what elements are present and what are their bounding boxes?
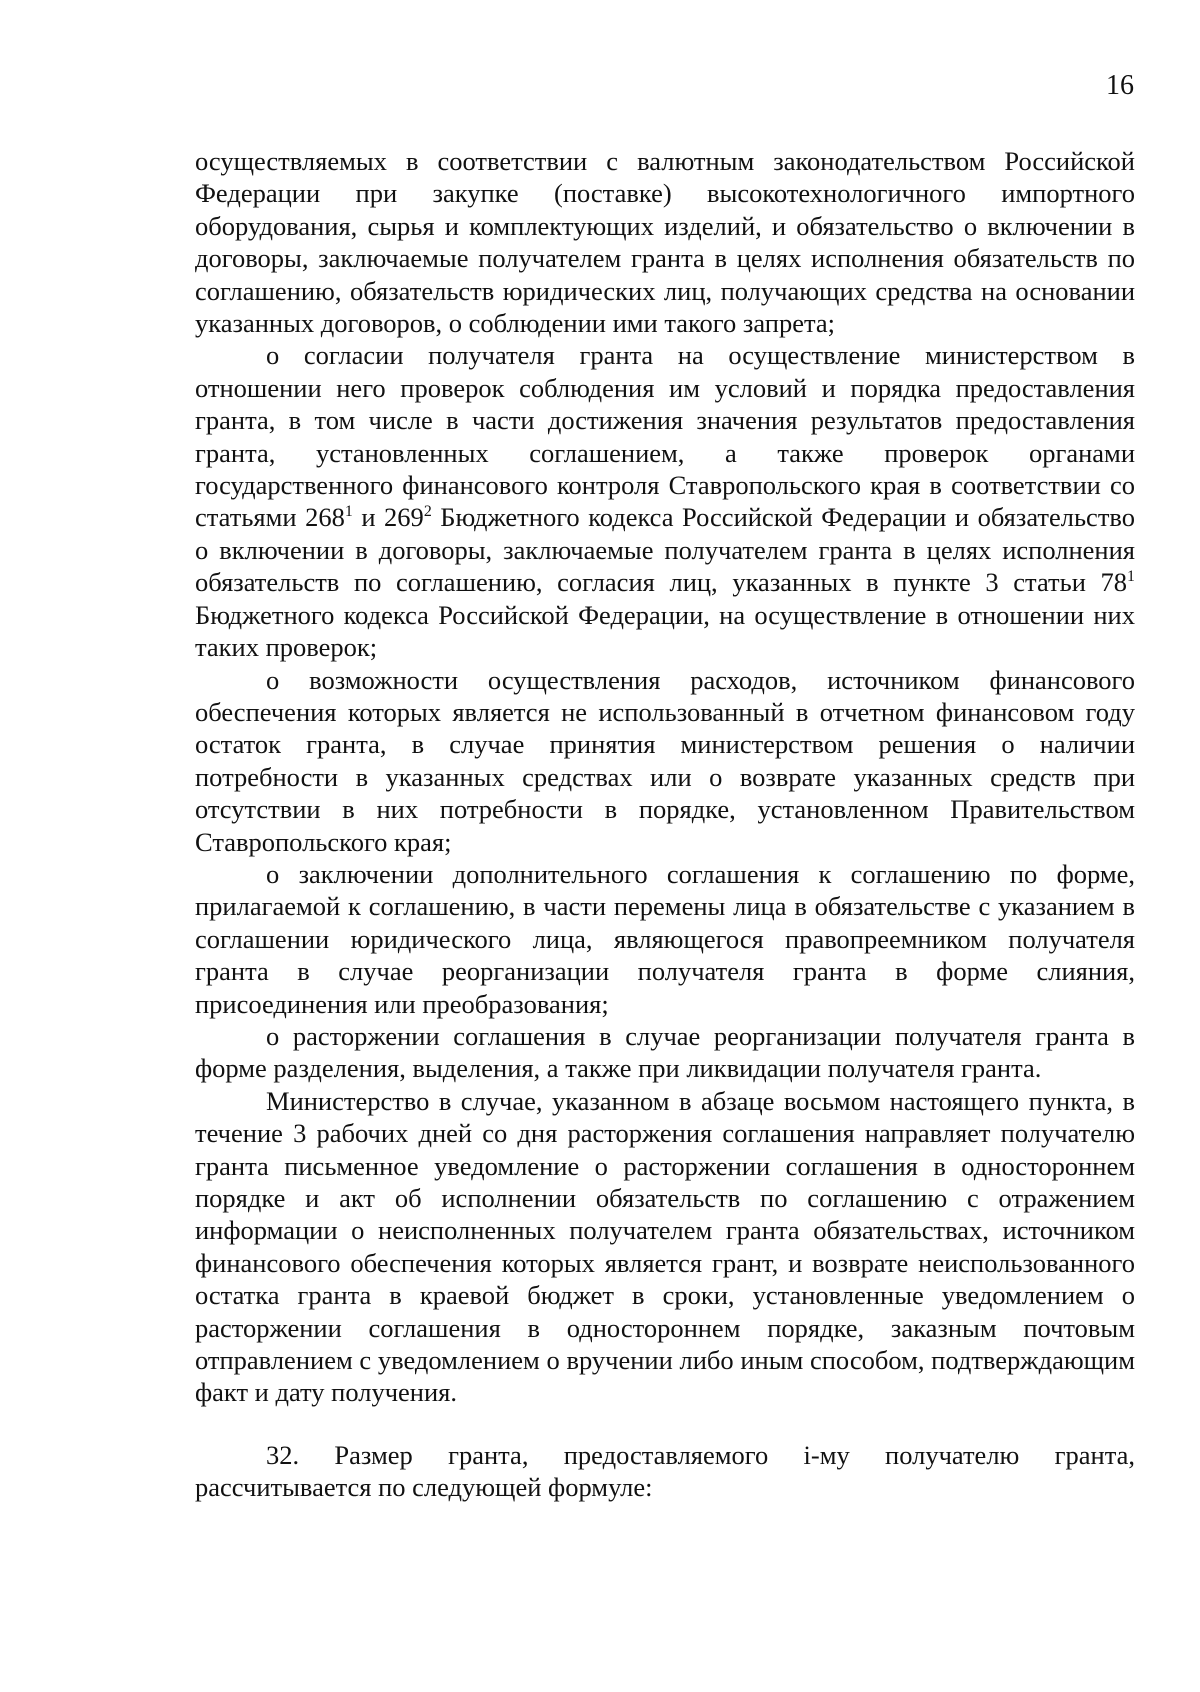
paragraph <box>195 1020 1135 1085</box>
text-segment: Бюджетного кодекса Российской Федерации и обязательство о включении в договоры, заключаемые получателем гранта в целях исполнения обязательств по соглашению, согласия лиц, указанных в пункте 3 статьи 78 <box>195 502 1135 598</box>
superscript: 1 <box>344 503 353 521</box>
text-segment: 32. Размер гранта, предоставляемого i-му получателю гранта, рассчитывается по следующей формуле: <box>195 1439 1135 1503</box>
superscript: 1 <box>1127 568 1135 586</box>
text-segment: осуществляемых в соответствии с валютным законодательством Российской Федерации при закупке (поставке) высокотехнологичного импортного оборудования, сырья и комплектующих изделий, и обязательство о включении в договоры, заключаемые получателем гранта в целях исполнения обязательств по соглашению, обязательств юридических лиц, получающих средства на основании указанных договоров, о соблюдении ими такого запрета; <box>195 146 1135 339</box>
paragraph <box>195 145 1135 339</box>
text-segment: о возможности осуществления расходов, источником финансового обеспечения которых является не использованный в отчетном финансовом году остаток гранта, в случае принятия министерством решения о наличии потребности в указанных средствах или о возврате указанных средств при отсутствии в них потребности в порядке, установленном Правительством Ставропольского края; <box>195 664 1135 857</box>
page-number: 16 <box>1106 70 1134 101</box>
paragraph <box>195 664 1135 858</box>
superscript: 2 <box>423 503 432 521</box>
paragraph <box>195 1085 1135 1409</box>
text-segment: Министерство в случае, указанном в абзаце восьмом настоящего пункта, в течение 3 рабочих дней со дня расторжения соглашения направляет получателю гранта письменное уведомление о расторжении соглашения в одностороннем порядке и акт об исполнении обязательств по соглашению с отражением информации о неисполненных получателем гранта обязательствах, источником финансового обеспечения которых является грант, и возврате неиспользованного остатка гранта в краевой бюджет в сроки, установленные уведомлением о расторжении соглашения в одностороннем порядке, заказным почтовым отправлением с уведомлением о вручении либо иным способом, подтверждающим факт и дату получения. <box>195 1085 1135 1408</box>
paragraph <box>195 858 1135 1020</box>
paragraph <box>195 1439 1135 1504</box>
paragraph <box>195 339 1135 663</box>
text-segment: о заключении дополнительного соглашения к соглашению по форме, прилагаемой к соглашению, в части перемены лица в обязательстве с указанием в соглашении юридического лица, являющегося правопреемником получателя гранта в случае реорганизации получателя гранта в форме слияния, присоединения или преобразования; <box>195 858 1135 1019</box>
text-segment: и 269 <box>352 502 424 533</box>
document-body <box>195 145 1135 1504</box>
text-segment: Бюджетного кодекса Российской Федерации, на осуществление в отношении них таких проверок; <box>195 599 1135 663</box>
text-segment: о согласии получателя гранта на осуществление министерством в отношении него проверок соблюдения им условий и порядка предоставления гранта, в том числе в части достижения значения результатов предоставления гранта, установленных соглашением, а также проверок органами государственного финансового контроля Ставропольского края в соответствии со статьями 268 <box>195 340 1135 533</box>
text-segment: о расторжении соглашения в случае реорганизации получателя гранта в форме разделения, выделения, а также при ликвидации получателя гранта. <box>195 1020 1135 1084</box>
